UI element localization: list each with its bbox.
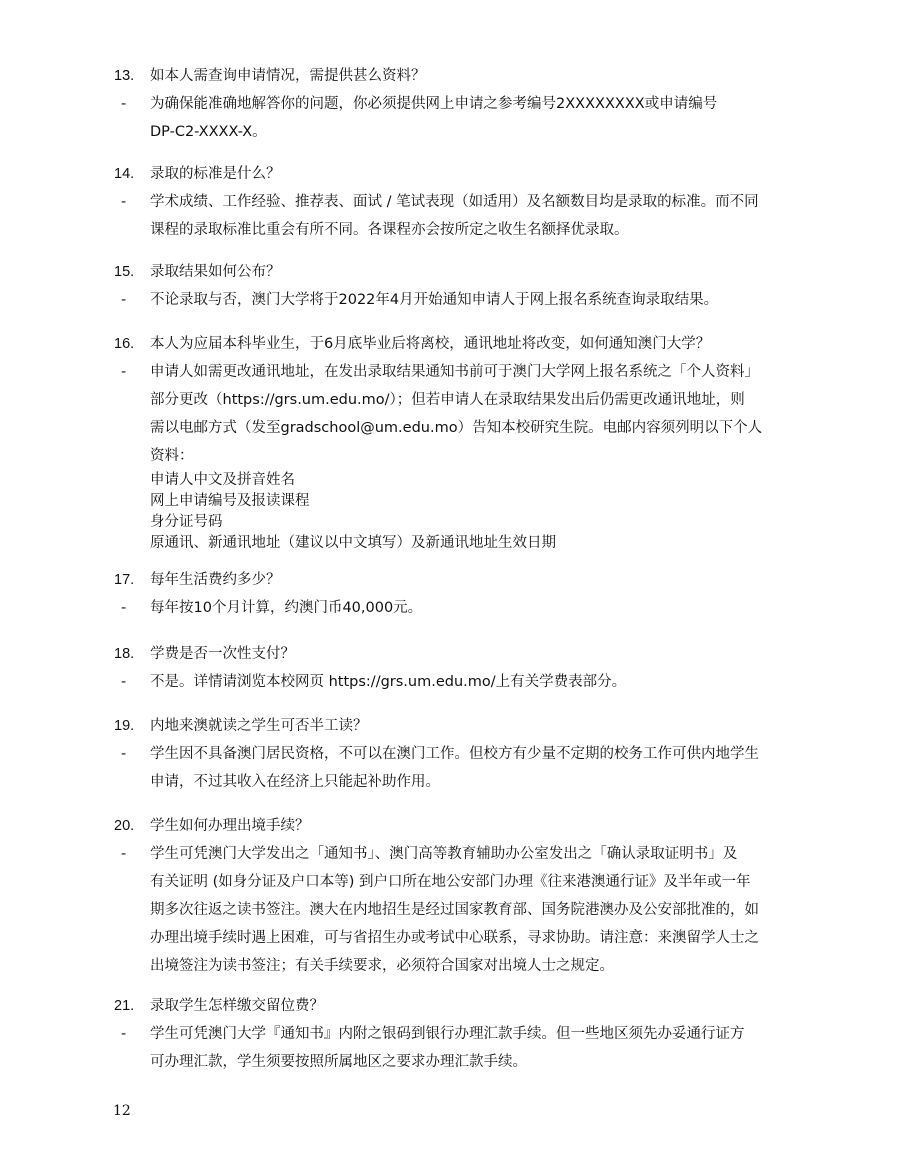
answer-line: 学生可凭澳门大学发出之「通知书」、澳门高等教育辅助办公室发出之「确认录取证明书」及 <box>150 846 738 862</box>
answer-dash: - <box>121 194 127 210</box>
answer-sub-line: 原通讯、新通讯地址（建议以中文填写）及新通讯地址生效日期 <box>150 535 556 551</box>
answer-block <box>0 90 900 146</box>
faq-item-17 <box>0 566 900 622</box>
page-number: 12 <box>113 1103 131 1119</box>
question-number: 20. <box>114 818 135 834</box>
faq-item-14 <box>0 160 900 244</box>
answer-dash: - <box>121 364 127 380</box>
answer-block <box>0 1020 900 1076</box>
question-number: 18. <box>114 646 135 662</box>
question-row <box>0 812 900 840</box>
answer-dash: - <box>121 674 127 690</box>
answer-line: 部分更改（https://grs.um.edu.mo/）；但若申请人在录取结果发出后仍需更改通讯地址，则 <box>150 392 745 408</box>
answer-line: 学术成绩、工作经验、推荐表、面试 / 笔试表现（如适用）及名额数目均是录取的标准。而不同 <box>150 194 759 210</box>
answer-line: 出境签注为读书签注；有关手续要求，必须符合国家对出境人士之规定。 <box>150 958 614 974</box>
faq-item-15 <box>0 258 900 314</box>
question-number: 14. <box>114 166 135 182</box>
faq-item-18 <box>0 640 900 696</box>
question-text: 本人为应届本科毕业生，于6月底毕业后将离校，通讯地址将改变，如何通知澳门大学？ <box>150 336 711 352</box>
question-text: 学生如何办理出境手续？ <box>150 818 310 834</box>
answer-line: 期多次往返之读书签注。澳大在内地招生是经过国家教育部、国务院港澳办及公安部批准的，如 <box>150 902 759 918</box>
question-number: 13. <box>114 68 135 84</box>
answer-line: 为确保能准确地解答你的问题，你必须提供网上申请之参考编号2XXXXXXXX或申请编号 <box>150 96 718 112</box>
question-row <box>0 566 900 594</box>
question-number: 16. <box>114 336 135 352</box>
faq-item-16 <box>0 330 900 554</box>
answer-line: 资料： <box>150 448 194 464</box>
faq-item-13 <box>0 62 900 146</box>
answer-line: 可办理汇款，学生须要按照所属地区之要求办理汇款手续。 <box>150 1054 527 1070</box>
faq-item-20 <box>0 812 900 980</box>
answer-line: 办理出境手续时遇上困难，可与省招生办或考试中心联系，寻求协助。请注意：来澳留学人士之 <box>150 930 759 946</box>
faq-item-21 <box>0 992 900 1076</box>
answer-dash: - <box>121 292 127 308</box>
question-row <box>0 712 900 740</box>
answer-line: 不是。详情请浏览本校网页 https://grs.um.edu.mo/上有关学费表部分。 <box>150 674 627 690</box>
answer-block <box>0 668 900 696</box>
question-number: 17. <box>114 572 135 588</box>
question-text: 每年生活费约多少？ <box>150 572 281 588</box>
answer-line: 申请人如需更改通讯地址，在发出录取结果通知书前可于澳门大学网上报名系统之「个人资料」 <box>150 364 759 380</box>
question-text: 内地来澳就读之学生可否半工读？ <box>150 718 368 734</box>
answer-sub-line: 网上申请编号及报读课程 <box>150 493 310 509</box>
answer-dash: - <box>121 600 127 616</box>
question-row <box>0 640 900 668</box>
question-text: 学费是否一次性支付？ <box>150 646 295 662</box>
question-text: 录取的标准是什么？ <box>150 166 281 182</box>
answer-line: 申请，不过其收入在经济上只能起补助作用。 <box>150 774 440 790</box>
answer-line: 学生可凭澳门大学『通知书』内附之银码到银行办理汇款手续。但一些地区须先办妥通行证方 <box>150 1026 745 1042</box>
answer-block <box>0 594 900 622</box>
answer-block <box>0 188 900 244</box>
answer-line: 每年按10个月计算，约澳门币40,000元。 <box>150 600 423 616</box>
answer-line: 学生因不具备澳门居民资格，不可以在澳门工作。但校方有少量不定期的校务工作可供内地学生 <box>150 746 759 762</box>
faq-item-19 <box>0 712 900 796</box>
question-text: 录取结果如何公布？ <box>150 264 281 280</box>
answer-block <box>0 740 900 796</box>
question-number: 15. <box>114 264 135 280</box>
question-row <box>0 992 900 1020</box>
answer-line: 有关证明 (如身分证及户口本等) 到户口所在地公安部门办理《往来港澳通行证》及半年或一年 <box>150 874 751 890</box>
answer-block <box>0 286 900 314</box>
question-text: 录取学生怎样缴交留位费？ <box>150 998 324 1014</box>
answer-line: 需以电邮方式（发至gradschool@um.edu.mo）告知本校研究生院。电邮内容须列明以下个人 <box>150 420 763 436</box>
question-number: 19. <box>114 718 135 734</box>
question-row <box>0 330 900 358</box>
question-row <box>0 160 900 188</box>
question-text: 如本人需查询申请情况，需提供甚么资料？ <box>150 68 426 84</box>
question-number: 21. <box>114 998 135 1014</box>
answer-line: 不论录取与否，澳门大学将于2022年4月开始通知申请人于网上报名系统查询录取结果。 <box>150 292 719 308</box>
answer-line: 课程的录取标准比重会有所不同。各课程亦会按所定之收生名额择优录取。 <box>150 222 629 238</box>
answer-dash: - <box>121 746 127 762</box>
answer-dash: - <box>121 96 127 112</box>
answer-sub-line: 身分证号码 <box>150 514 223 530</box>
answer-dash: - <box>121 1026 127 1042</box>
answer-block <box>0 840 900 980</box>
question-row <box>0 62 900 90</box>
question-row <box>0 258 900 286</box>
answer-sub-line: 申请人中文及拼音姓名 <box>150 472 295 488</box>
answer-dash: - <box>121 846 127 862</box>
answer-line: DP-C2-XXXX-X。 <box>150 124 267 140</box>
answer-block <box>0 358 900 554</box>
